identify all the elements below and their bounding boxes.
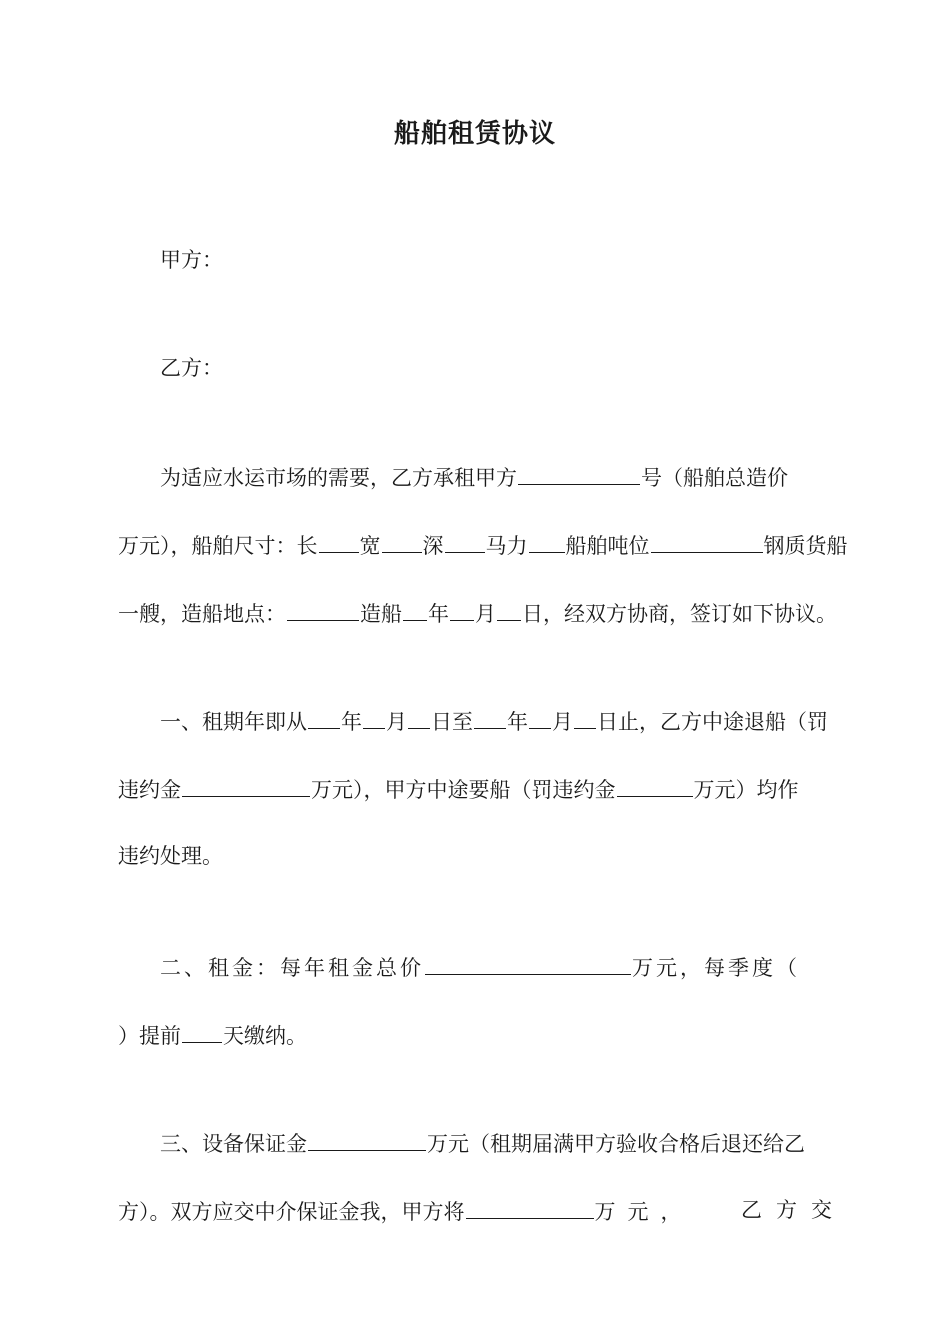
blank-advance-days[interactable] (182, 1014, 222, 1043)
blank-tonnage[interactable] (651, 524, 763, 553)
document-title: 船舶租赁协议 (393, 119, 556, 149)
blank-end-year[interactable] (474, 700, 506, 729)
clause-text-part: 万元， (594, 1200, 694, 1224)
clause-text-part: 违约金 (118, 778, 181, 802)
clause2-line-2 (118, 1014, 307, 1056)
intro-text-part: 年 (428, 602, 449, 626)
intro-text-part: 船舶吨位 (565, 534, 650, 558)
clause-text-part: 月 (386, 710, 407, 734)
clause-text-part: 二、租金：每年租金总价 (160, 956, 424, 980)
clause1-line-3: 违约处理。 (118, 844, 223, 868)
intro-text-part: 一艘，造船地点： (118, 602, 286, 626)
blank-start-year[interactable] (308, 700, 340, 729)
blank-annual-rent[interactable] (425, 946, 631, 975)
intro-text-part: 造船 (360, 602, 402, 626)
blank-horsepower[interactable] (529, 524, 565, 553)
clause1-line-2 (118, 768, 799, 810)
clause-text-part: ）提前 (118, 1024, 181, 1048)
clause-text-part: 年 (341, 710, 362, 734)
blank-start-month[interactable] (363, 700, 385, 729)
intro-line-2 (118, 524, 848, 566)
clause-text-part: 天缴纳。 (223, 1024, 307, 1048)
clause-text-part: 万元，每季度（ (632, 956, 800, 980)
party-a-label: 甲方： (160, 248, 223, 272)
blank-penalty-b[interactable] (182, 768, 310, 797)
intro-text-part: 月 (475, 602, 496, 626)
clause3-line-2 (118, 1190, 846, 1232)
clause-text-part: 万元），甲方中途要船（罚违约金 (311, 778, 616, 802)
intro-text-part: 日，经双方协商，签订如下协议。 (522, 602, 837, 626)
clause-text-part: 年 (507, 710, 528, 734)
clause2-line-1 (160, 946, 800, 988)
clause-text-part: 日至 (431, 710, 473, 734)
clause-text-part: 一、租期年即从 (160, 710, 307, 734)
blank-deposit[interactable] (308, 1122, 426, 1151)
clause-text-part: 三、设备保证金 (160, 1132, 307, 1156)
blank-ship-number[interactable] (518, 456, 640, 485)
clause-text-part: 万元）均作 (693, 778, 799, 802)
intro-text-part: 为适应水运市场的需要，乙方承租甲方 (160, 466, 517, 490)
blank-width[interactable] (382, 524, 422, 553)
blank-build-day[interactable] (497, 592, 521, 621)
clause-text-part: 万元（租期届满甲方验收合格后退还给乙 (427, 1132, 805, 1156)
blank-build-year[interactable] (403, 592, 427, 621)
clause-text-part: 日止，乙方中途退船（罚 (597, 710, 828, 734)
intro-text-part: 钢质货船 (763, 534, 848, 558)
clause3-line-1 (160, 1122, 805, 1164)
clause-text-segment (118, 1190, 694, 1232)
clause-text-part: 月 (552, 710, 573, 734)
blank-start-day[interactable] (408, 700, 430, 729)
blank-depth[interactable] (445, 524, 485, 553)
intro-text-part: 深 (422, 534, 444, 558)
blank-build-place[interactable] (287, 592, 359, 621)
intro-text-part: 万元），船舶尺寸：长 (118, 534, 318, 558)
intro-line-1 (160, 456, 832, 498)
intro-text-part: 马力 (485, 534, 528, 558)
blank-length[interactable] (319, 524, 359, 553)
intro-text (160, 456, 788, 498)
blank-build-month[interactable] (450, 592, 474, 621)
blank-end-day[interactable] (574, 700, 596, 729)
blank-agency-deposit[interactable] (466, 1190, 594, 1219)
clause-text-part: 方）。双方应交中介保证金我，甲方将 (118, 1200, 465, 1224)
party-b-label: 乙方： (160, 356, 223, 380)
clause1-line-1 (160, 700, 828, 742)
intro-line-3 (118, 592, 837, 634)
clause-text-part: 乙方交 (741, 1198, 846, 1222)
intro-text-part: 号（船舶总造价 (641, 466, 788, 490)
intro-text-part: 宽 (359, 534, 381, 558)
blank-penalty-a[interactable] (617, 768, 693, 797)
blank-end-month[interactable] (529, 700, 551, 729)
